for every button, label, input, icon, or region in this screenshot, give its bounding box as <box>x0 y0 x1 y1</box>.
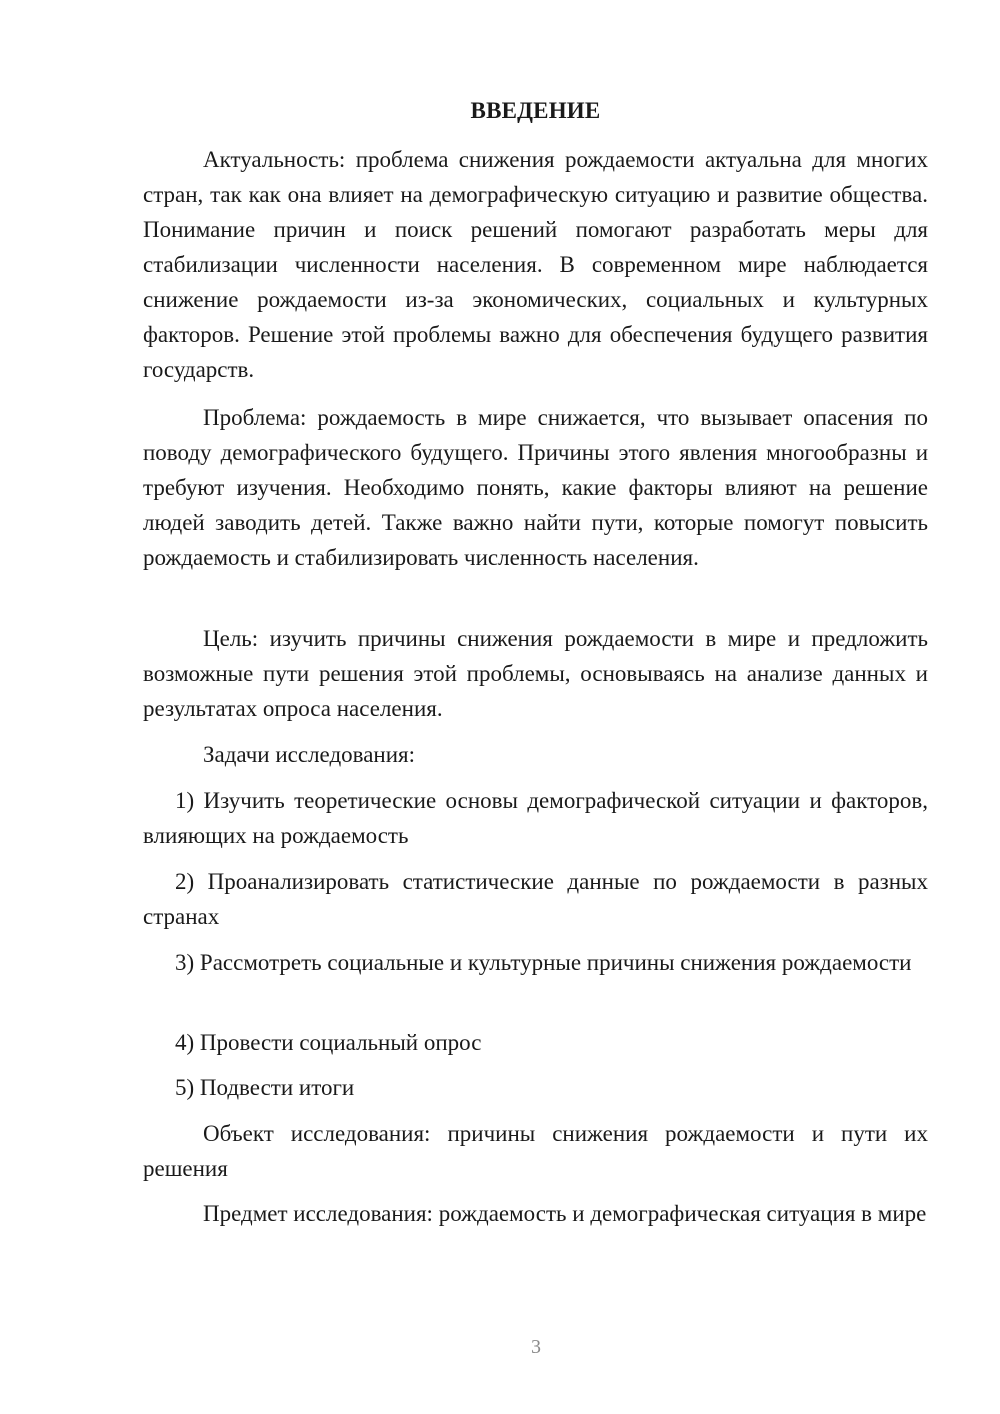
page-number: 3 <box>531 1336 541 1358</box>
object-paragraph: Объект исследования: причины снижения рождаемости и пути их решения <box>143 1121 928 1181</box>
task-item-3: 3) Рассмотреть социальные и культурные причины снижения рождаемости <box>175 950 912 975</box>
relevance-paragraph: Актуальность: проблема снижения рождаемости актуальна для многих стран, так как она влияет на демографическую ситуацию и развитие общества. Понимание причин и поиск решений помогают разработать меры для стабилизации численности населения. В современном мире наблюдается снижение рождаемости из-за экономических, социальных и культурных факторов. Решение этой проблемы важно для обеспечения будущего развития государств. <box>143 147 928 382</box>
tasks-heading: Задачи исследования: <box>203 742 416 767</box>
task-item-1: 1) Изучить теоретические основы демографической ситуации и факторов, влияющих на рождаемость <box>143 788 928 848</box>
problem-paragraph: Проблема: рождаемость в мире снижается, что вызывает опасения по поводу демографического будущего. Причины этого явления многообразны и требуют изучения. Необходимо понять, какие факторы влияют на решение людей заводить детей. Также важно найти пути, которые помогут повысить рождаемость и стабилизировать численность населения. <box>143 405 928 570</box>
page-title: ВВЕДЕНИЕ <box>470 98 601 123</box>
task-item-2: 2) Проанализировать статистические данные по рождаемости в разных странах <box>143 869 928 929</box>
goal-paragraph: Цель: изучить причины снижения рождаемости в мире и предложить возможные пути решения этой проблемы, основываясь на анализе данных и результатах опроса населения. <box>143 626 928 721</box>
subject-paragraph: Предмет исследования: рождаемость и демографическая ситуация в мире <box>203 1201 927 1226</box>
task-item-5: 5) Подвести итоги <box>175 1075 355 1100</box>
task-item-4: 4) Провести социальный опрос <box>175 1030 482 1055</box>
